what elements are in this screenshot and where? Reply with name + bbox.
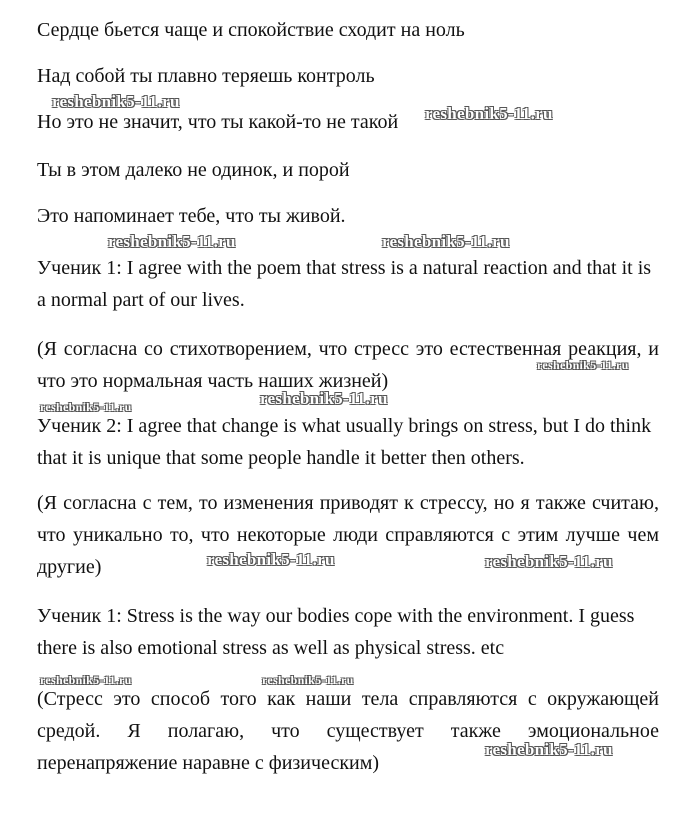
watermark: reshebnik5-11.ru: [52, 92, 180, 111]
dialogue-paragraph: Ученик 2: I agree that change is what usually brings on stress, but I do think that it is unique that some people handle it better then others.: [37, 415, 652, 469]
watermark: reshebnik5-11.ru: [40, 400, 132, 414]
dialogue-paragraph: Ученик 1: Stress is the way our bodies cope with the environment. I guess there is also emotional stress as well as physical stress. etc: [37, 605, 635, 659]
watermark: reshebnik5-11.ru: [260, 389, 388, 408]
poem-line: Над собой ты плавно теряешь контроль: [37, 65, 375, 87]
poem-line: Ты в этом далеко не одинок, и порой: [37, 159, 350, 181]
poem-line: Но это не значит, что ты какой-то не такой: [37, 111, 399, 133]
watermark: reshebnik5-11.ru: [425, 104, 553, 123]
poem-line: Сердце бьется чаще и спокойствие сходит на ноль: [37, 19, 465, 41]
watermark: reshebnik5-11.ru: [485, 740, 613, 759]
watermark: reshebnik5-11.ru: [108, 232, 236, 251]
watermark: reshebnik5-11.ru: [485, 552, 613, 571]
watermark: reshebnik5-11.ru: [262, 673, 354, 687]
watermark: reshebnik5-11.ru: [207, 550, 335, 569]
dialogue-translation: (Я согласна со стихотворением, что стресс это естественная реакция, и что это нормальная часть наших жизней): [37, 338, 659, 392]
poem-line: Это напоминает тебе, что ты живой.: [37, 205, 346, 227]
watermark: reshebnik5-11.ru: [40, 673, 132, 687]
watermark: reshebnik5-11.ru: [382, 232, 510, 251]
dialogue-translation: (Стресс это способ того как наши тела справляются с окружающей средой. Я полагаю, что существует также эмоциональное перенапряжение наравне с физическим): [37, 688, 659, 774]
dialogue-translation: (Я согласна с тем, то изменения приводят к стрессу, но я также считаю, что уникально то, что некоторые люди справляются с этим лучше чем другие): [37, 492, 659, 578]
dialogue-paragraph: Ученик 1: I agree with the poem that stress is a natural reaction and that it is a normal part of our lives.: [37, 257, 652, 311]
watermark: reshebnik5-11.ru: [537, 358, 629, 372]
